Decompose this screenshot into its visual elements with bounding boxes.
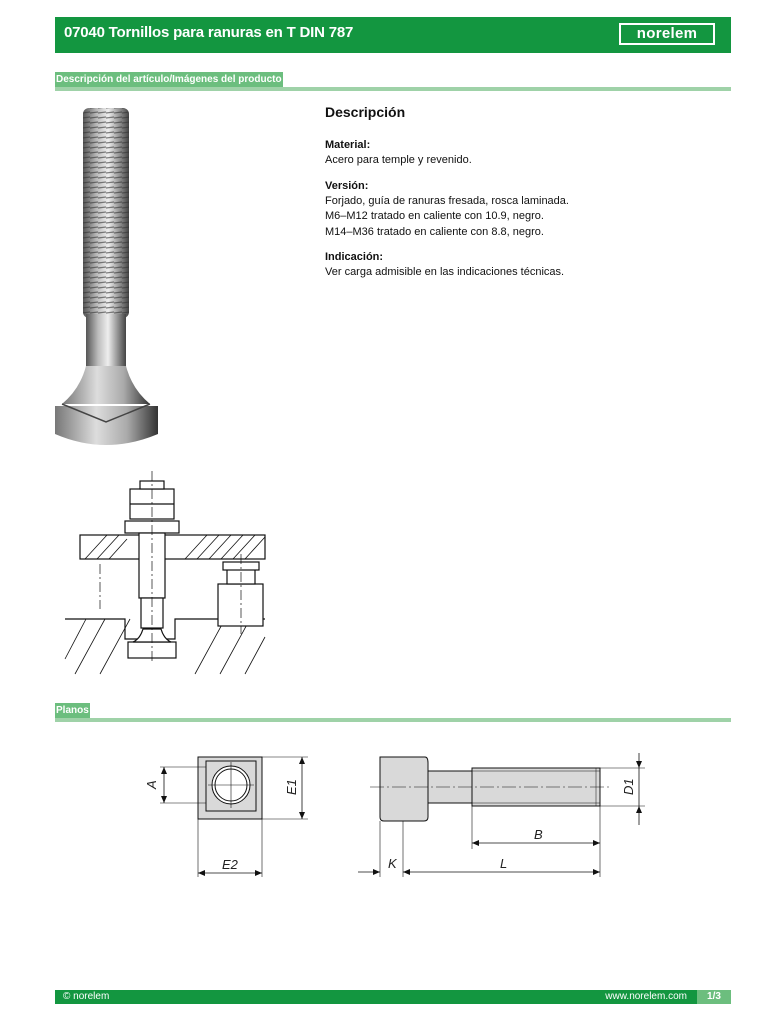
version-block: [325, 179, 725, 241]
technical-drawing-side-view: [350, 745, 650, 890]
application-drawing: [55, 459, 275, 684]
version-line: M6–M12 tratado en caliente con 10.9, negro.: [325, 210, 544, 222]
dim-label-e2: E2: [222, 857, 238, 872]
footer-copyright: © norelem: [63, 991, 110, 1002]
dim-label-k: K: [388, 856, 397, 871]
section-divider: [55, 718, 731, 722]
page-number: 1/3: [697, 990, 731, 1004]
section-divider: [55, 87, 731, 91]
material-label: Material:: [325, 139, 371, 151]
product-photo: [50, 104, 165, 459]
footer-website-link[interactable]: www.norelem.com: [605, 991, 687, 1002]
material-block: [325, 138, 725, 169]
section-plans-label: Planos: [56, 705, 89, 716]
dim-label-a: A: [144, 780, 159, 789]
dim-label-e1: E1: [284, 779, 299, 795]
version-line: Forjado, guía de ranuras fresada, rosca laminada.: [325, 194, 569, 207]
version-label: Versión:: [325, 179, 369, 192]
indication-text: Ver carga admisible en las indicaciones técnicas.: [325, 266, 565, 278]
section-product-label: Descripción del artículo/Imágenes del producto: [56, 74, 282, 85]
description-block: [325, 104, 725, 291]
description-heading: Descripción: [325, 104, 406, 120]
dim-label-b: B: [534, 827, 543, 842]
version-line: M14–M36 tratado en caliente con 8.8, negro.: [325, 225, 544, 238]
material-text: Acero para temple y revenido.: [325, 154, 472, 166]
footer-bar: [55, 990, 731, 1004]
indication-block: [325, 250, 725, 281]
dim-label-l: L: [500, 856, 508, 871]
page-title: 07040 Tornillos para ranuras en T DIN 787: [64, 24, 354, 41]
technical-drawing-end-view: [130, 745, 320, 890]
indication-label: Indicación:: [325, 251, 384, 263]
dim-label-d1: D1: [621, 778, 636, 795]
header-bar: [55, 17, 731, 53]
norelem-logo: norelem: [619, 23, 715, 45]
